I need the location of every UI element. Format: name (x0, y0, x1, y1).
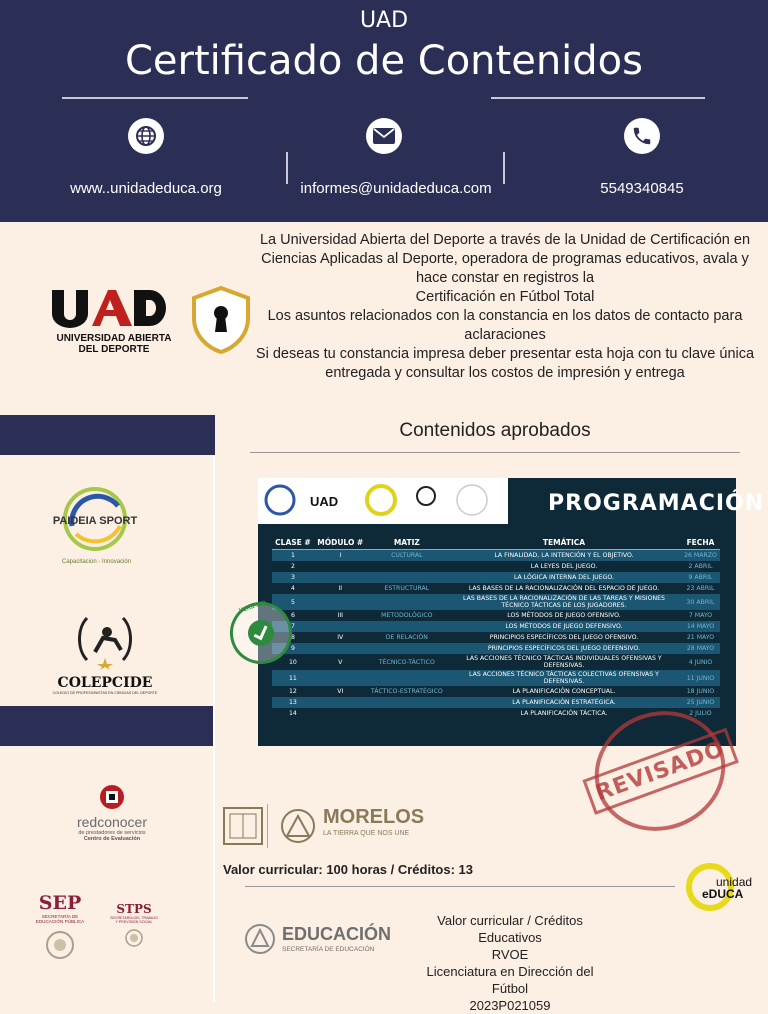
contact-separator (286, 152, 288, 184)
rvoe-line: RVOE (491, 947, 529, 962)
table-cell: 25 JUNIO (681, 697, 720, 708)
table-cell: 30 ABRIL (681, 594, 720, 610)
educacion-logo (244, 922, 404, 958)
table-cell: 21 MAYO (686, 634, 715, 641)
table-cell: TÁCTICO-ESTRATÉGICO (370, 688, 443, 695)
valor-divider (245, 886, 675, 887)
table-cell: 9 (272, 643, 314, 654)
programacion-title: PROGRAMACIÓN (548, 491, 765, 516)
table-cell: DE RELACIÓN (385, 634, 428, 641)
sep-logo (28, 892, 92, 965)
table-cell: 11 JUNIO (681, 670, 720, 686)
table-cell: LA LÓGICA INTERNA DEL JUEGO. (447, 572, 681, 583)
table-cell: CULTURAL (367, 550, 447, 562)
intro-line: Los asuntos relacionados con la constancia en los datos de contacto para aclaraciones (267, 308, 743, 343)
left-accent-bar (0, 415, 215, 455)
table-cell: 12 (288, 688, 297, 695)
section-divider (250, 452, 740, 453)
table-cell: 3 (272, 572, 314, 583)
table-cell: 26 MARZO (681, 550, 720, 562)
left-accent-bar (0, 706, 215, 746)
morelos-logo (279, 804, 439, 850)
colepcide-logo (50, 610, 160, 700)
table-cell (367, 621, 447, 632)
table-cell: 7 (272, 621, 314, 632)
table-cell (314, 643, 367, 654)
brand-label: UAD (359, 8, 409, 33)
header-banner (0, 0, 768, 222)
rvoe-line: Valor curricular / Créditos Educativos (437, 913, 583, 945)
table-cell: METODOLÓGICO (381, 612, 433, 619)
table-cell: 13 (272, 697, 314, 708)
morelos-seal-icon (222, 804, 266, 853)
uad-logo-name: UNIVERSIDAD ABIERTA DEL DEPORTE (56, 333, 172, 355)
partner-logos-strip (258, 478, 508, 524)
sep-sub: SECRETARÍA DE EDUCACIÓN PÚBLICA (35, 914, 85, 924)
table-cell: VI (337, 688, 344, 695)
rvoe-number: 2023P021059 (469, 998, 551, 1013)
table-cell: LA FINALIDAD, LA INTENCIÓN Y EL OBJETIVO. (447, 550, 681, 562)
table-cell: TÉCNICO-TÁCTICO (378, 658, 435, 666)
contact-separator (503, 152, 505, 184)
table-cell: LOS MÉTODOS DE JUEGO DEFENSIVO. (447, 621, 681, 632)
table-header-cell: FECHA (681, 536, 720, 550)
colepcide-name: COLEPCIDE (57, 675, 153, 691)
table-cell (314, 708, 367, 719)
table-cell: 2 (290, 563, 295, 570)
table-cell: V (338, 658, 343, 666)
educacion-name: EDUCACIÓN (282, 924, 392, 944)
mexico-seal-icon (45, 930, 75, 960)
intro-text (255, 231, 755, 383)
table-cell: PRINCIPIOS ESPECÍFICOS DEL JUEGO DEFENSIVO. (447, 643, 681, 654)
table-row (272, 686, 720, 697)
table-cell (367, 708, 447, 719)
paideia-tagline: Capacitacion - Innovación (62, 559, 132, 565)
morelos-divider (267, 804, 268, 848)
table-cell: 28 MAYO (681, 643, 720, 654)
phone-number[interactable]: 5549340845 (600, 180, 684, 197)
table-cell: LA PLANIFICACIÓN ESTRATÉGICA. (447, 697, 681, 708)
website-link[interactable]: www..unidadeduca.org (70, 180, 222, 197)
table-header-cell: MÓDULO # (314, 536, 367, 550)
morelos-name: MORELOS (323, 806, 425, 828)
table-cell: 14 (288, 710, 297, 717)
mail-icon[interactable] (366, 118, 402, 154)
table-header-cell: TEMÁTICA (447, 536, 681, 550)
table-cell: 18 JUNIO (686, 688, 715, 695)
table-cell: 2 JULIO (689, 710, 712, 717)
table-cell: 2 ABRIL (688, 563, 713, 570)
globe-icon[interactable] (128, 118, 164, 154)
table-row (272, 654, 720, 670)
table-cell: LA LEYES DEL JUEGO. (530, 563, 598, 570)
table-cell: 1 (272, 550, 314, 562)
morelos-tagline: LA TIERRA QUE NOS UNE (323, 830, 410, 837)
table-cell (314, 561, 367, 572)
table-cell: 6 (290, 612, 295, 619)
table-cell: 10 (288, 658, 297, 666)
valor-curricular: Valor curricular: 100 horas / Créditos: 13 (223, 862, 473, 877)
table-cell: 11 (272, 670, 314, 686)
table-row (272, 643, 720, 654)
table-cell: PRINCIPIOS ESPECÍFICOS DEL JUEGO OFENSIVO. (489, 634, 639, 641)
uad-logo (50, 288, 178, 355)
table-row (272, 594, 720, 610)
page-title: Certificado de Contenidos (125, 38, 643, 84)
table-cell: III (337, 612, 343, 619)
check-icon (242, 614, 280, 652)
redconocer-sub: de prestadores de servicios (78, 830, 146, 836)
table-cell (367, 594, 447, 610)
rvoe-block (415, 912, 605, 1014)
table-cell: 8 (290, 634, 295, 641)
colepcide-tagline: COLEGIO DE PROFESIONISTAS EN CIENCIAS DEL DEPORTE (52, 691, 158, 695)
mexico-seal-icon (124, 928, 144, 948)
table-header-cell: CLASE # (272, 536, 314, 550)
table-cell (314, 594, 367, 610)
svg-text:eDUCA: eDUCA (702, 887, 744, 901)
rvoe-line: Licenciatura en Dirección del Fútbol (426, 964, 594, 996)
unidad-educa-logo (686, 862, 753, 917)
table-cell: 14 MAYO (681, 621, 720, 632)
table-cell (367, 643, 447, 654)
table-cell: 9 ABRIL (681, 572, 720, 583)
phone-icon[interactable] (624, 118, 660, 154)
header-divider-right (491, 97, 705, 99)
column-divider (213, 455, 215, 1002)
certification-name: Certificación en Fútbol Total (415, 289, 595, 305)
table-cell (367, 670, 447, 686)
table-row (272, 697, 720, 708)
table-row (272, 632, 720, 643)
table-header-cell: MATIZ (367, 536, 447, 550)
redconocer-name: redconocer (76, 814, 148, 830)
table-cell (367, 561, 447, 572)
table-cell: 23 ABRIL (686, 585, 715, 592)
sep-name: SEP (38, 892, 82, 914)
table-cell: II (338, 585, 343, 592)
paideia-logo (52, 486, 152, 565)
table-cell (314, 621, 367, 632)
table-cell: I (314, 550, 367, 562)
programacion-table (272, 536, 720, 719)
table-cell: 4 JUNIO (688, 658, 713, 666)
table-cell: ESTRUCTURAL (384, 585, 430, 592)
table-row (272, 621, 720, 632)
table-cell: LAS ACCIONES TÉCNICO TÁCTICAS COLECTIVAS OFENSIVAS Y DEFENSIVAS. (447, 670, 681, 686)
table-cell: IV (337, 634, 344, 641)
table-cell: LAS BASES DE LA RACIONALIZACIÓN DEL ESPACIO DE JUEGO. (468, 585, 660, 592)
paideia-mark: PAIDEIA SPORT (52, 515, 138, 527)
redconocer-logo (64, 784, 160, 842)
table-row (272, 670, 720, 686)
section-title: Contenidos aprobados (399, 420, 591, 441)
verified-stamp-label: VERIFIED (238, 600, 267, 615)
table-cell: 7 MAYO (688, 612, 713, 619)
educacion-sub: SECRETARÍA DE EDUCACIÓN (282, 946, 375, 953)
table-cell (367, 697, 447, 708)
svg-text:unidad: unidad (716, 875, 753, 889)
intro-line: Si deseas tu constancia impresa deber presentar esta hoja con tu clave única entregada y consultar los costos de impresión y entrega (255, 346, 755, 381)
table-cell: LAS ACCIONES TÉCNICO TÁCTICAS INDIVIDUALES OFENSIVAS Y DEFENSIVAS. (466, 655, 662, 669)
table-cell: 5 (272, 594, 314, 610)
programacion-card (258, 478, 765, 746)
table-cell (314, 670, 367, 686)
redconocer-sub2: Centro de Evaluación (83, 836, 141, 842)
table-row (272, 583, 720, 594)
table-cell: LA PLANIFICACIÓN CONCEPTUAL. (512, 688, 616, 695)
table-cell (314, 572, 367, 583)
revisado-stamp-label: REVISADO (582, 727, 738, 814)
header-divider-left (62, 97, 248, 99)
intro-line: La Universidad Abierta del Deporte a través de la Unidad de Certificación en Ciencias Aplicadas al Deporte, operadora de programas educativos, avala y hace constar en registros la (259, 232, 751, 286)
stps-name: STPS (116, 902, 152, 916)
table-row (272, 610, 720, 621)
table-cell: LA PLANIFICACIÓN TÁCTICA. (520, 710, 608, 717)
table-cell: LAS BASES DE LA RACIONALIZACIÓN DE LAS TAREAS Y MISIONES TÉCNICO TÁCTICAS DE LOS JUGADORES. (447, 594, 681, 610)
table-row (272, 561, 720, 572)
stps-sub: SECRETARÍA DEL TRABAJO Y PREVISIÓN SOCIAL (110, 916, 158, 924)
table-cell: LOS MÉTODOS DE JUEGO OFENSIVO. (507, 612, 621, 619)
shield-keyhole-icon (190, 286, 252, 359)
table-row (272, 550, 720, 562)
email-link[interactable]: informes@unidadeduca.com (300, 180, 492, 197)
table-cell: 4 (290, 585, 295, 592)
table-row (272, 572, 720, 583)
svg-text:UAD: UAD (310, 494, 339, 509)
table-cell (367, 572, 447, 583)
stps-logo (110, 902, 158, 953)
table-cell (314, 697, 367, 708)
